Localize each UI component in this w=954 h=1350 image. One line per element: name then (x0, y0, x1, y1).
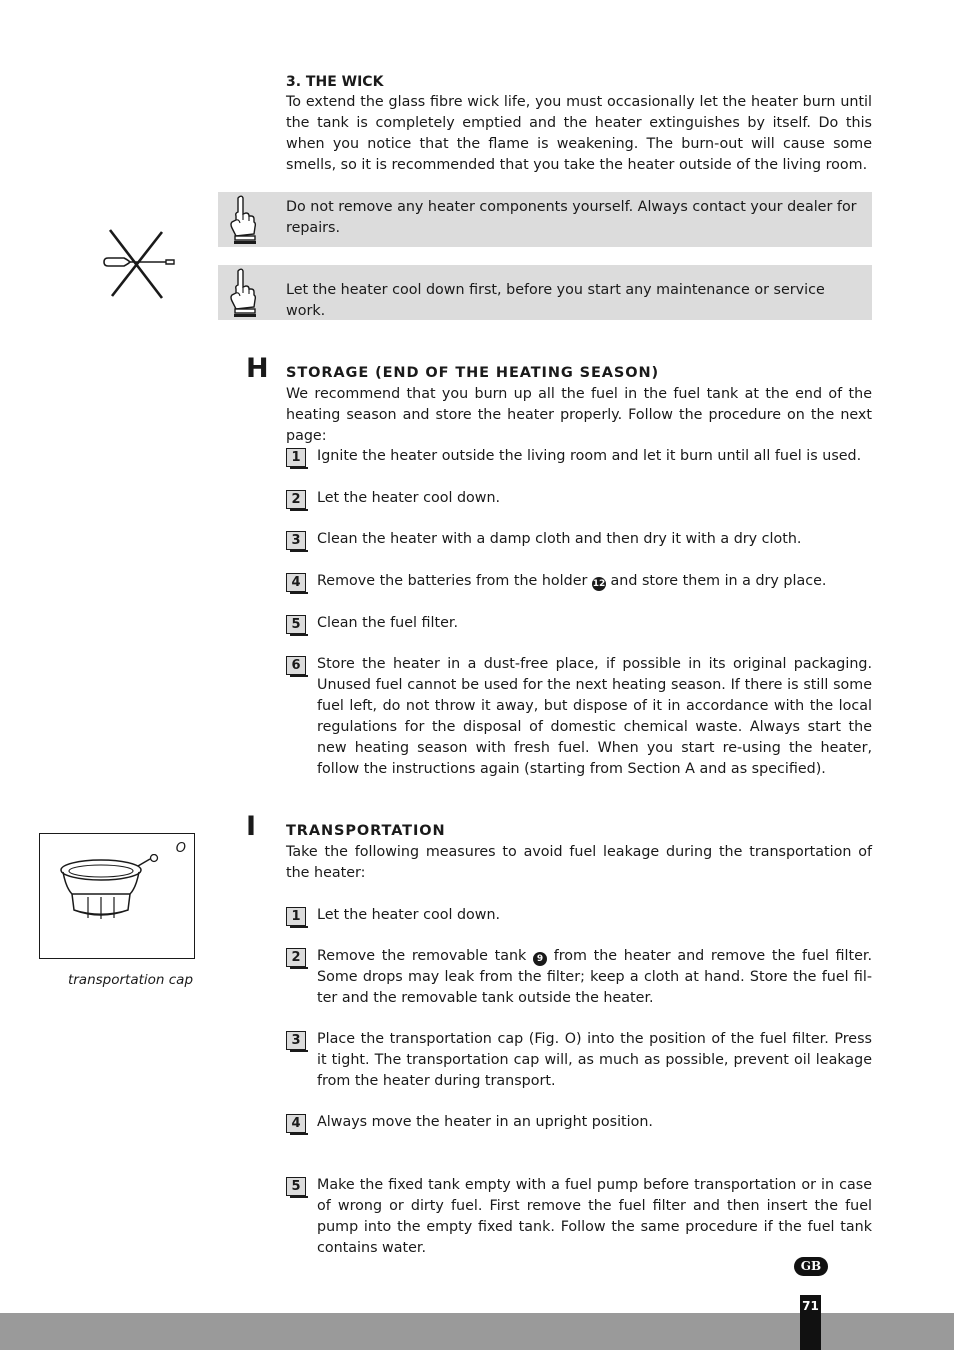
part-reference-badge: 12 (592, 579, 606, 589)
step-text: Let the heater cool down. (317, 490, 501, 506)
page-number: 71 (800, 1295, 821, 1350)
no-screwdriver-icon (100, 228, 178, 300)
step-text: Store the heater in a dust-free place, if possible in its original packaging. Unused fuel cannot be used for the next heating season. If there is still some fuel left, do not throw it away, but dispose of it in accordance with the local regulations for the disposal of domestic chemical waste. Always start the new heating season with fresh fuel. When you start re-using the heater, follow the instructions again (starting from Section A and as specified). (317, 656, 872, 777)
step-number: 5 (286, 1177, 306, 1196)
step-number: 1 (286, 448, 306, 467)
section-letter-h: H (246, 353, 269, 384)
figure-letter: O (175, 841, 186, 856)
step-number: 4 (286, 573, 306, 592)
step-text: Clean the heater with a damp cloth and then dry it with a dry cloth. (317, 531, 802, 547)
wick-heading: 3. THE WICK (286, 74, 384, 90)
step-number: 5 (286, 615, 306, 634)
part-reference-badge: 9 (533, 952, 547, 966)
figure-caption: transportation cap (67, 972, 194, 988)
section-title-storage: STORAGE (END OF THE HEATING SEASON) (286, 365, 660, 381)
step-text (317, 571, 872, 592)
pointing-hand-icon (226, 194, 258, 246)
step-number: 3 (286, 531, 306, 550)
storage-intro: We recommend that you burn up all the fuel in the fuel tank at the end of the heating season and store the heater properly. Follow the procedure on the next page: (286, 386, 872, 444)
step-number: 4 (286, 1114, 306, 1133)
step-text: Make the fixed tank empty with a fuel pump before transportation or in case of wrong or dirty fuel. First remove the fuel filter and then insert the fuel pump into the empty fixed tank. Follow the same procedure if the fuel tank contains water. (317, 1177, 872, 1256)
pointing-hand-icon (226, 267, 258, 319)
step-text: Always move the heater in an upright position. (317, 1114, 653, 1130)
warning-text: Do not remove any heater components yourself. Always contact your dealer for repairs. (286, 199, 857, 236)
step-text: Let the heater cool down. (317, 907, 501, 923)
step-text (317, 946, 872, 1009)
step-number: 3 (286, 1031, 306, 1050)
transportation-cap-icon (58, 854, 166, 936)
step-text: Clean the fuel filter. (317, 615, 459, 631)
step-number: 2 (286, 948, 306, 967)
step-number: 1 (286, 907, 306, 926)
step-text-part: from the heater and remove the fuel filter. Some drops may leak from the filter; keep a cloth at hand. Store the fuel fil-ter and the removable tank outside the heater. (317, 948, 873, 1006)
step-text-part: Remove the batteries from the holder (317, 573, 588, 589)
step-number: 6 (286, 656, 306, 675)
warning-box-components (218, 192, 872, 247)
step-text-part: and store them in a dry place. (610, 573, 827, 589)
step-text: Ignite the heater outside the living room and let it burn until all fuel is used. (317, 448, 862, 464)
step-number: 2 (286, 490, 306, 509)
language-badge: GB (794, 1257, 828, 1276)
step-text: Place the transportation cap (Fig. O) into the position of the fuel filter. Press it tight. The transportation cap will, as much as possible, prevent oil leakage from the heater during transport. (317, 1031, 872, 1089)
warning-box-cool-down (218, 265, 872, 320)
section-letter-i: I (246, 811, 257, 842)
figure-o (39, 833, 195, 959)
step-text-part: Remove the removable tank (317, 948, 527, 964)
section-title-transportation: TRANSPORTATION (286, 823, 446, 839)
wick-body: To extend the glass fibre wick life, you must occasionally let the heater burn until the tank is completely emptied and the heater extinguishes by itself. Do this when you notice that the flame is weakening. The burn-out will cause some smells, so it is recommended that you take the heater outside of the living room. (286, 94, 872, 173)
transport-intro: Take the following measures to avoid fuel leakage during the transportation of the heater: (286, 844, 872, 881)
warning-text: Let the heater cool down first, before you start any maintenance or service work. (286, 282, 825, 319)
